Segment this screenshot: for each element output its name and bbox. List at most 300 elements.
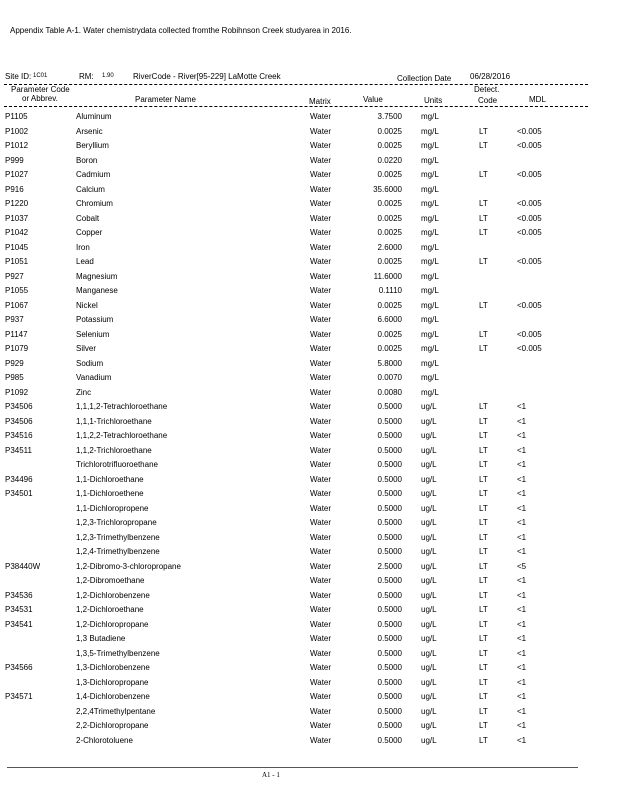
table-row (0, 154, 618, 169)
param-code-cell: P1027 (5, 170, 29, 179)
mdl-cell: <5 (517, 561, 527, 571)
param-code-cell: P1051 (5, 257, 29, 266)
param-name-cell: Magnesium (76, 271, 118, 281)
value-cell: 0.0080 (377, 387, 402, 397)
mdl-cell: <1 (517, 503, 527, 513)
units-cell: ug/L (421, 489, 437, 498)
table-row (0, 458, 618, 473)
units-cell: mg/L (421, 286, 439, 295)
matrix-cell: Water (310, 735, 332, 745)
value-cell: 0.0220 (377, 155, 402, 165)
mdl-cell: <0.005 (517, 329, 542, 339)
units-cell: mg/L (421, 126, 439, 136)
mdl-cell: <1 (517, 518, 527, 527)
units-cell: ug/L (421, 460, 437, 469)
units-cell: mg/L (421, 257, 439, 266)
table-row (0, 313, 618, 328)
param-name-cell: Potassium (76, 315, 114, 324)
detect-code-cell: LT (479, 503, 488, 513)
matrix-cell: Water (310, 315, 332, 324)
matrix-cell: Water (310, 286, 332, 295)
table-row (0, 328, 618, 343)
mdl-cell: <0.005 (517, 344, 542, 353)
value-cell: 0.0025 (377, 170, 402, 179)
col-header-value: Value (363, 95, 383, 104)
matrix-cell: Water (310, 126, 332, 136)
detect-code-cell: LT (479, 706, 488, 716)
col-header-mdl: MDL (529, 95, 546, 104)
param-name-cell: 1,2,4-Trimethylbenzene (76, 547, 160, 556)
matrix-cell: Water (310, 692, 332, 701)
param-name-cell: 1,1-Dichloroethene (76, 489, 144, 498)
detect-code-cell: LT (479, 605, 488, 614)
value-cell: 0.5000 (377, 677, 402, 687)
units-cell: mg/L (421, 387, 439, 397)
param-code-cell: P34531 (5, 605, 33, 614)
matrix-cell: Water (310, 648, 332, 658)
param-name-cell: Silver (76, 344, 97, 353)
param-code-cell: P34496 (5, 474, 33, 484)
matrix-cell: Water (310, 184, 332, 194)
detect-code-cell: LT (479, 576, 488, 585)
mdl-cell: <1 (517, 721, 527, 730)
table-row (0, 357, 618, 372)
value-cell: 2.6000 (377, 242, 402, 252)
data-table-body (0, 110, 618, 748)
param-code-cell: P1105 (5, 112, 28, 121)
value-cell: 0.0025 (377, 228, 402, 237)
units-cell: ug/L (421, 416, 437, 426)
value-cell: 3.7500 (377, 112, 402, 121)
table-row (0, 284, 618, 299)
page-number: A1 - 1 (262, 771, 280, 779)
param-name-cell: 2,2-Dichloropropane (76, 721, 149, 730)
table-row (0, 168, 618, 183)
mdl-cell: <1 (517, 576, 527, 585)
detect-code-cell: LT (479, 547, 488, 556)
footer-rule (7, 767, 578, 768)
mdl-cell: <1 (517, 416, 527, 426)
param-code-cell: P1067 (5, 300, 29, 310)
value-cell: 0.0025 (377, 126, 402, 136)
param-code-cell: P927 (5, 271, 24, 281)
param-name-cell: Cobalt (76, 213, 100, 223)
units-cell: ug/L (421, 721, 437, 730)
units-cell: mg/L (421, 112, 439, 121)
value-cell: 6.6000 (377, 315, 402, 324)
matrix-cell: Water (310, 271, 332, 281)
param-code-cell: P34516 (5, 431, 33, 440)
detect-code-cell: LT (479, 619, 488, 629)
table-row (0, 661, 618, 676)
param-name-cell: Beryllium (76, 141, 109, 150)
mdl-cell: <1 (517, 474, 527, 484)
table-row (0, 342, 618, 357)
mdl-cell: <1 (517, 619, 527, 629)
table-row (0, 197, 618, 212)
matrix-cell: Water (310, 416, 332, 426)
mdl-cell: <0.005 (517, 257, 542, 266)
value-cell: 0.5000 (377, 416, 402, 426)
value-cell: 0.5000 (377, 576, 402, 585)
value-cell: 0.5000 (377, 692, 402, 701)
mdl-cell: <1 (517, 532, 527, 542)
table-row (0, 371, 618, 386)
param-name-cell: 1,1,2-Trichloroethane (76, 445, 152, 455)
param-code-cell: P916 (5, 184, 24, 194)
col-header-param-code: Parameter Code (11, 85, 70, 94)
table-row (0, 212, 618, 227)
param-code-cell: P1092 (5, 387, 29, 397)
param-name-cell: 1,3,5-Trimethylbenzene (76, 648, 160, 658)
matrix-cell: Water (310, 532, 332, 542)
param-code-cell: P38440W (5, 561, 41, 571)
mdl-cell: <0.005 (517, 199, 542, 208)
matrix-cell: Water (310, 300, 332, 310)
value-cell: 0.0025 (377, 300, 402, 310)
units-cell: mg/L (421, 184, 439, 194)
param-name-cell: 1,4-Dichlorobenzene (76, 692, 150, 701)
param-name-cell: 1,3 Butadiene (76, 634, 126, 643)
site-id-value: 1C01 (33, 73, 48, 79)
col-header-units: Units (424, 96, 443, 105)
units-cell: ug/L (421, 634, 437, 643)
value-cell: 0.0070 (377, 373, 402, 382)
river-code: RiverCode - River[95-229] LaMotte Creek (133, 72, 281, 81)
table-row (0, 502, 618, 517)
mdl-cell: <1 (517, 663, 527, 672)
value-cell: 0.0025 (377, 344, 402, 353)
mdl-cell: <1 (517, 402, 527, 411)
value-cell: 0.5000 (377, 460, 402, 469)
units-cell: ug/L (421, 474, 437, 484)
detect-code-cell: LT (479, 634, 488, 643)
param-code-cell: P929 (5, 358, 24, 368)
matrix-cell: Water (310, 445, 332, 455)
param-code-cell: P34501 (5, 489, 33, 498)
table-row (0, 690, 618, 705)
matrix-cell: Water (310, 677, 332, 687)
matrix-cell: Water (310, 706, 332, 716)
matrix-cell: Water (310, 387, 332, 397)
detect-code-cell: LT (479, 402, 488, 411)
col-header-or-abbrev: or Abbrev. (22, 94, 58, 103)
detect-code-cell: LT (479, 431, 488, 440)
units-cell: ug/L (421, 605, 437, 614)
matrix-cell: Water (310, 474, 332, 484)
detect-code-cell: LT (479, 213, 488, 223)
units-cell: ug/L (421, 576, 437, 585)
value-cell: 0.5000 (377, 503, 402, 513)
detect-code-cell: LT (479, 677, 488, 687)
param-name-cell: 1,1,2,2-Tetrachloroethane (76, 431, 168, 440)
detect-code-cell: LT (479, 344, 488, 353)
table-row (0, 473, 618, 488)
detect-code-cell: LT (479, 228, 488, 237)
param-name-cell: 1,3-Dichloropropane (76, 677, 149, 687)
matrix-cell: Water (310, 489, 332, 498)
table-row (0, 531, 618, 546)
param-name-cell: Iron (76, 242, 90, 252)
table-row (0, 676, 618, 691)
value-cell: 0.5000 (377, 547, 402, 556)
value-cell: 0.0025 (377, 257, 402, 266)
param-code-cell: P34511 (5, 445, 32, 455)
mdl-cell: <0.005 (517, 213, 542, 223)
detect-code-cell: LT (479, 416, 488, 426)
param-code-cell: P1002 (5, 126, 29, 136)
units-cell: ug/L (421, 445, 437, 455)
param-name-cell: 1,2,3-Trichloropropane (76, 518, 157, 527)
matrix-cell: Water (310, 634, 332, 643)
param-name-cell: Trichlorotrifluoroethane (76, 460, 158, 469)
param-name-cell: 1,1-Dichloroethane (76, 474, 144, 484)
detect-code-cell: LT (479, 199, 488, 208)
param-name-cell: 1,2-Dichloroethane (76, 605, 144, 614)
param-name-cell: Copper (76, 228, 103, 237)
table-row (0, 400, 618, 415)
param-name-cell: 1,2-Dibromo-3-chloropropane (76, 561, 181, 571)
matrix-cell: Water (310, 605, 332, 614)
param-name-cell: 1,1-Dichloropropene (76, 503, 149, 513)
units-cell: ug/L (421, 619, 437, 629)
rm-value: 1.90 (102, 73, 114, 79)
matrix-cell: Water (310, 155, 332, 165)
table-row (0, 415, 618, 430)
value-cell: 11.6000 (373, 271, 402, 281)
value-cell: 0.0025 (377, 141, 402, 150)
mdl-cell: <1 (517, 547, 527, 556)
units-cell: mg/L (421, 155, 439, 165)
units-cell: ug/L (421, 692, 437, 701)
table-row (0, 589, 618, 604)
table-row (0, 255, 618, 270)
units-cell: ug/L (421, 663, 437, 672)
param-name-cell: Cadmium (76, 170, 111, 179)
matrix-cell: Water (310, 213, 332, 223)
value-cell: 0.5000 (377, 721, 402, 730)
units-cell: ug/L (421, 532, 437, 542)
site-id-label: Site ID: (5, 72, 32, 81)
mdl-cell: <1 (517, 489, 527, 498)
param-code-cell: P1045 (5, 242, 29, 252)
table-row (0, 125, 618, 140)
matrix-cell: Water (310, 373, 332, 382)
param-name-cell: Chromium (76, 199, 113, 208)
param-code-cell: P1012 (5, 141, 29, 150)
units-cell: mg/L (421, 329, 439, 339)
mdl-cell: <1 (517, 648, 527, 658)
value-cell: 0.5000 (377, 402, 402, 411)
rm-label: RM: (79, 72, 94, 81)
units-cell: ug/L (421, 561, 437, 571)
param-name-cell: Arsenic (76, 126, 103, 136)
param-name-cell: Sodium (76, 358, 104, 368)
value-cell: 0.5000 (377, 735, 402, 745)
table-row (0, 386, 618, 401)
param-code-cell: P1079 (5, 344, 29, 353)
units-cell: ug/L (421, 518, 437, 527)
units-cell: mg/L (421, 344, 439, 353)
param-code-cell: P1042 (5, 228, 29, 237)
table-row (0, 574, 618, 589)
param-code-cell: P34536 (5, 590, 33, 600)
detect-code-cell: LT (479, 141, 488, 150)
matrix-cell: Water (310, 576, 332, 585)
value-cell: 0.5000 (377, 431, 402, 440)
mdl-cell: <1 (517, 431, 527, 440)
value-cell: 0.5000 (377, 706, 402, 716)
value-cell: 0.5000 (377, 605, 402, 614)
value-cell: 0.5000 (377, 663, 402, 672)
table-row (0, 183, 618, 198)
detect-code-cell: LT (479, 663, 488, 672)
param-code-cell: P34571 (5, 692, 33, 701)
detect-code-cell: LT (479, 474, 488, 484)
param-name-cell: Zinc (76, 387, 92, 397)
value-cell: 2.5000 (377, 561, 402, 571)
units-cell: ug/L (421, 735, 437, 745)
mdl-cell: <0.005 (517, 126, 542, 136)
matrix-cell: Water (310, 242, 332, 252)
units-cell: ug/L (421, 431, 437, 440)
col-header-detect: Detect. (474, 85, 500, 94)
param-name-cell: 1,2-Dichloropropane (76, 619, 149, 629)
value-cell: 0.1110 (378, 286, 402, 295)
matrix-cell: Water (310, 619, 332, 629)
matrix-cell: Water (310, 112, 332, 121)
param-name-cell: Manganese (76, 286, 118, 295)
detect-code-cell: LT (479, 170, 488, 179)
param-name-cell: 1,2-Dichlorobenzene (76, 590, 150, 600)
detect-code-cell: LT (479, 561, 488, 571)
units-cell: ug/L (421, 503, 437, 513)
mdl-cell: <0.005 (517, 141, 542, 150)
matrix-cell: Water (310, 721, 332, 730)
value-cell: 0.5000 (377, 489, 402, 498)
table-row (0, 632, 618, 647)
param-name-cell: Boron (76, 155, 98, 165)
param-code-cell: P34506 (5, 416, 33, 426)
param-code-cell: P985 (5, 373, 24, 382)
table-row (0, 560, 618, 575)
units-cell: mg/L (421, 242, 439, 252)
units-cell: mg/L (421, 315, 439, 324)
value-cell: 0.5000 (377, 634, 402, 643)
param-code-cell: P34566 (5, 663, 33, 672)
value-cell: 35.6000 (373, 184, 402, 194)
detect-code-cell: LT (479, 692, 488, 701)
table-row (0, 545, 618, 560)
units-cell: ug/L (421, 402, 437, 411)
matrix-cell: Water (310, 503, 332, 513)
value-cell: 0.5000 (377, 619, 402, 629)
matrix-cell: Water (310, 228, 332, 237)
detect-code-cell: LT (479, 590, 488, 600)
detect-code-cell: LT (479, 460, 488, 469)
units-cell: mg/L (421, 141, 439, 150)
param-code-cell: P1220 (5, 199, 29, 208)
units-cell: mg/L (421, 300, 439, 310)
units-cell: mg/L (421, 271, 439, 281)
param-code-cell: P34506 (5, 402, 33, 411)
value-cell: 0.0025 (377, 199, 402, 208)
mdl-cell: <0.005 (517, 170, 542, 179)
param-name-cell: 1,3-Dichlorobenzene (76, 663, 150, 672)
mdl-cell: <1 (517, 460, 527, 469)
matrix-cell: Water (310, 141, 332, 150)
param-name-cell: Vanadium (76, 373, 112, 382)
detect-code-cell: LT (479, 489, 488, 498)
param-code-cell: P1037 (5, 213, 29, 223)
param-name-cell: Nickel (76, 300, 98, 310)
matrix-cell: Water (310, 329, 332, 339)
detect-code-cell: LT (479, 532, 488, 542)
col-header-matrix: Matrix (309, 97, 331, 106)
table-row (0, 603, 618, 618)
units-cell: ug/L (421, 648, 437, 658)
matrix-cell: Water (310, 199, 332, 208)
header-bottom-rule (4, 106, 588, 107)
header-top-rule (4, 84, 588, 85)
param-name-cell: Lead (76, 257, 94, 266)
value-cell: 0.0025 (377, 329, 402, 339)
detect-code-cell: LT (479, 648, 488, 658)
col-header-code: Code (478, 96, 498, 105)
table-row (0, 705, 618, 720)
value-cell: 0.5000 (377, 590, 402, 600)
matrix-cell: Water (310, 358, 332, 368)
detect-code-cell: LT (479, 329, 488, 339)
matrix-cell: Water (310, 561, 332, 571)
param-name-cell: Calcium (76, 184, 105, 194)
matrix-cell: Water (310, 663, 332, 672)
table-row (0, 226, 618, 241)
units-cell: mg/L (421, 228, 439, 237)
table-row (0, 734, 618, 749)
units-cell: mg/L (421, 199, 439, 208)
mdl-cell: <1 (517, 692, 527, 701)
table-row (0, 429, 618, 444)
param-code-cell: P937 (5, 315, 24, 324)
detect-code-cell: LT (479, 445, 488, 455)
mdl-cell: <1 (517, 677, 527, 687)
param-code-cell: P1055 (5, 286, 29, 295)
matrix-cell: Water (310, 257, 332, 266)
param-code-cell: P1147 (5, 329, 28, 339)
param-name-cell: 1,1,1-Trichloroethane (76, 416, 152, 426)
mdl-cell: <0.005 (517, 300, 542, 310)
matrix-cell: Water (310, 547, 332, 556)
collection-date-value: 06/28/2016 (470, 72, 511, 81)
units-cell: ug/L (421, 706, 437, 716)
table-row (0, 647, 618, 662)
col-header-param-name: Parameter Name (135, 95, 196, 104)
units-cell: ug/L (421, 590, 437, 600)
table-row (0, 270, 618, 285)
value-cell: 0.0025 (377, 213, 402, 223)
units-cell: ug/L (421, 677, 437, 687)
param-name-cell: 1,2,3-Trimethylbenzene (76, 532, 160, 542)
param-code-cell: P34541 (5, 619, 33, 629)
units-cell: mg/L (421, 170, 439, 179)
table-row (0, 444, 618, 459)
table-title: Appendix Table A-1. Water chemistrydata collected fromthe Robihnson Creek studyarea in 2016. (10, 26, 352, 35)
matrix-cell: Water (310, 170, 332, 179)
matrix-cell: Water (310, 344, 332, 353)
mdl-cell: <1 (517, 445, 527, 455)
mdl-cell: <0.005 (517, 228, 542, 237)
